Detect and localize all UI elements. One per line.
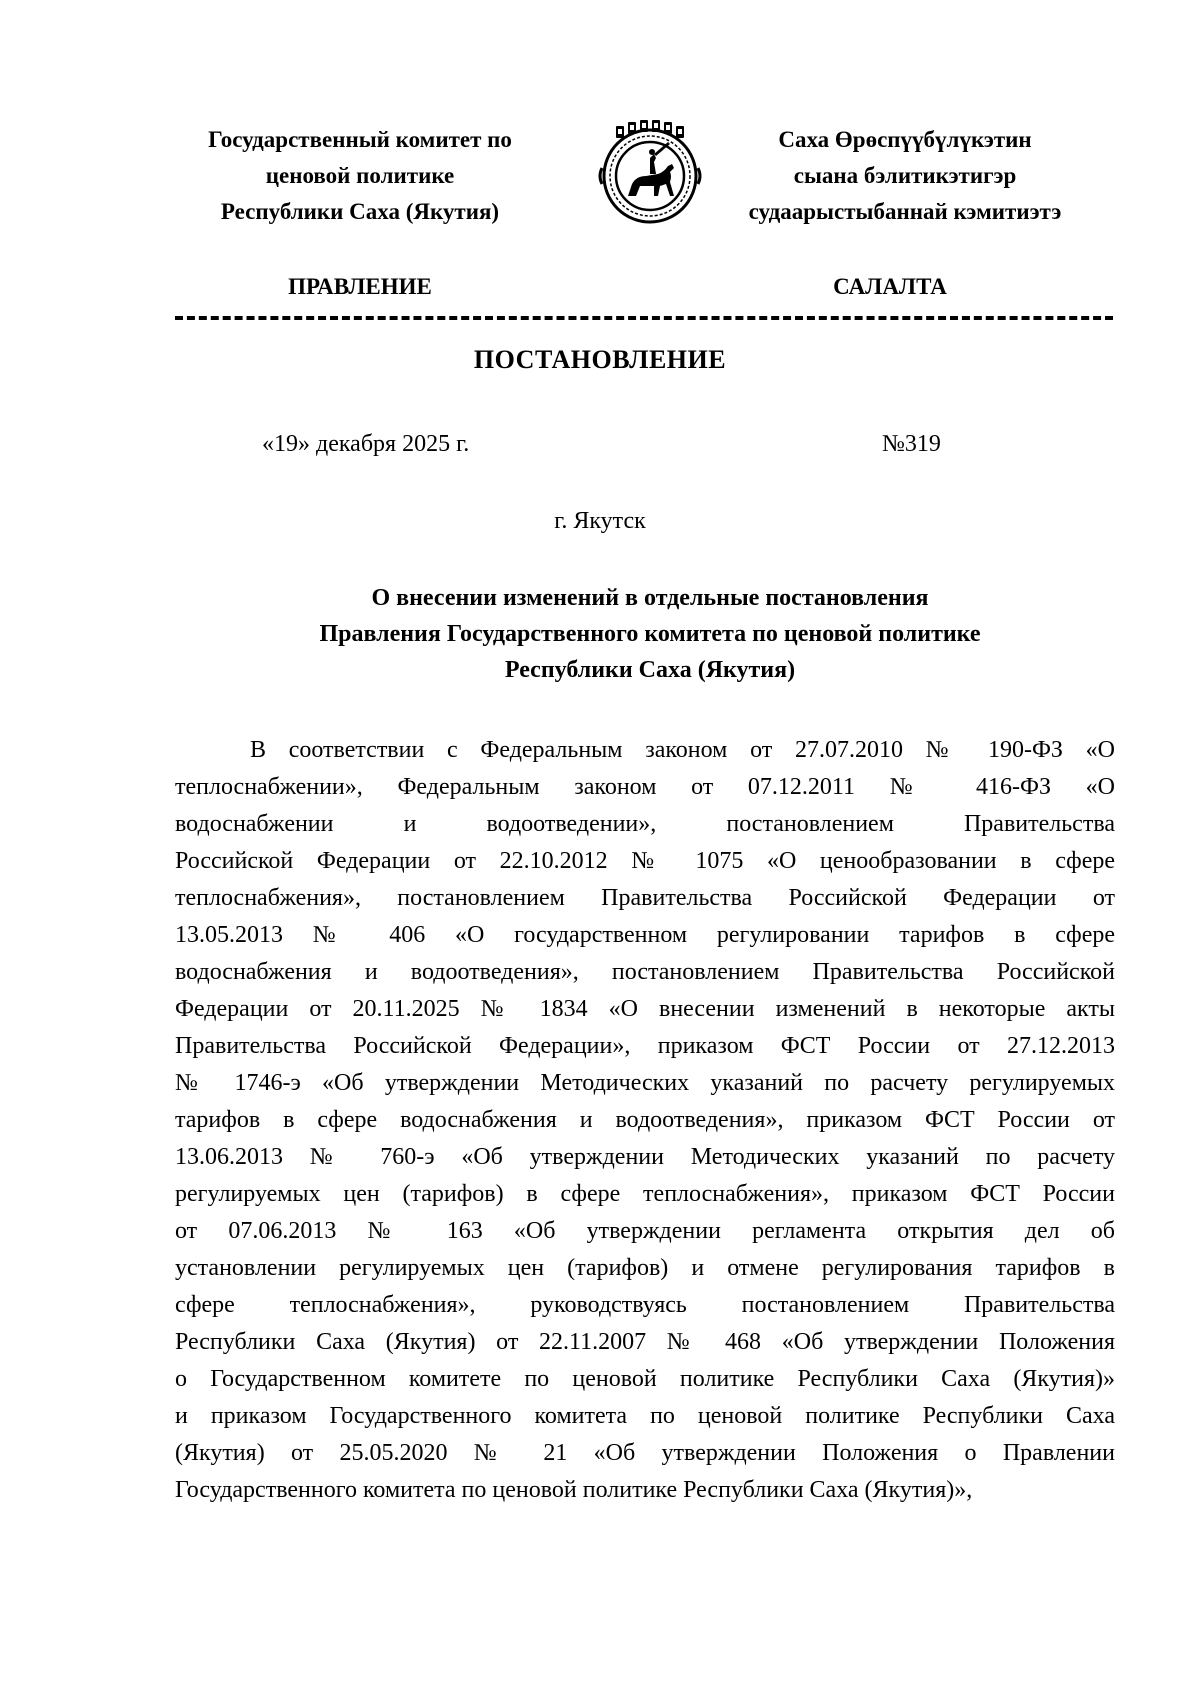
body-line: о Государственном комитете по ценовой политике Республики Саха (Якутия)» (175, 1366, 1115, 1392)
header-left-line: Государственный комитет по (208, 127, 512, 152)
body-line: теплоснабжении», Федеральным законом от 07.12.2011 № 416-ФЗ «О (175, 774, 1115, 800)
body-line: В соответствии с Федеральным законом от 27.07.2010 № 190-ФЗ «О (250, 737, 1115, 763)
header-left-line: ценовой политике (265, 163, 455, 188)
document-date: «19» декабря 2025 г. (262, 431, 470, 457)
body-line: водоснабжении и водоотведении», постановлением Правительства (175, 811, 1115, 837)
body-line: (Якутия) от 25.05.2020 № 21 «Об утверждении Положения о Правлении (175, 1440, 1115, 1466)
body-line: Республики Саха (Якутия) от 22.11.2007 № 468 «Об утверждении Положения (175, 1329, 1115, 1355)
board-label-left: ПРАВЛЕНИЕ (288, 274, 432, 299)
document-subject (180, 580, 1120, 688)
dashed-divider (175, 316, 1113, 320)
header-left-org-name (180, 122, 540, 230)
body-line: Государственного комитета по ценовой политике Республики Саха (Якутия)», (175, 1477, 973, 1503)
subject-line: О внесении изменений в отдельные постановления (371, 585, 929, 611)
header-right-line: судаарыстыбаннай кэмитиэтэ (748, 199, 1062, 224)
body-line: 13.05.2013 № 406 «О государственном регулировании тарифов в сфере (175, 922, 1115, 948)
sakha-coat-of-arms-icon (594, 118, 706, 230)
body-line: Правительства Российской Федерации», приказом ФСТ России от 27.12.2013 (175, 1033, 1115, 1059)
body-line: и приказом Государственного комитета по ценовой политике Республики Саха (175, 1403, 1115, 1429)
header-left-line: Республики Саха (Якутия) (220, 199, 500, 224)
subject-line: Правления Государственного комитета по ценовой политике (319, 621, 981, 647)
document-body (175, 732, 1115, 1509)
subject-line: Республики Саха (Якутия) (504, 657, 796, 683)
header-right-org-name (710, 122, 1100, 230)
body-line: водоснабжения и водоотведения», постановлением Правительства Российской (175, 959, 1115, 985)
body-line: от 07.06.2013 № 163 «Об утверждении регламента открытия дел об (175, 1218, 1115, 1244)
body-line: тарифов в сфере водоснабжения и водоотведения», приказом ФСТ России от (175, 1107, 1115, 1133)
body-line: установлении регулируемых цен (тарифов) и отмене регулирования тарифов в (175, 1255, 1115, 1281)
body-line: Российской Федерации от 22.10.2012 № 1075 «О ценообразовании в сфере (175, 848, 1115, 874)
body-line: регулируемых цен (тарифов) в сфере теплоснабжения», приказом ФСТ России (175, 1181, 1115, 1207)
header-right-line: сыана бэлитикэтигэр (793, 163, 1017, 188)
document-city: г. Якутск (554, 508, 646, 534)
header-right-line: Саха Өрөспүүбүлүкэтин (778, 127, 1032, 152)
body-line: № 1746-э «Об утверждении Методических указаний по расчету регулируемых (175, 1070, 1115, 1096)
body-line: 13.06.2013 № 760-э «Об утверждении Методических указаний по расчету (175, 1144, 1115, 1170)
body-line: теплоснабжения», постановлением Правительства Российской Федерации от (175, 885, 1115, 911)
document-type-title: ПОСТАНОВЛЕНИЕ (473, 345, 727, 374)
board-label-right: САЛАЛТА (833, 274, 947, 299)
body-line: сфере теплоснабжения», руководствуясь постановлением Правительства (175, 1292, 1115, 1318)
document-number: №319 (882, 431, 941, 457)
body-line: Федерации от 20.11.2025 № 1834 «О внесении изменений в некоторые акты (175, 996, 1115, 1022)
